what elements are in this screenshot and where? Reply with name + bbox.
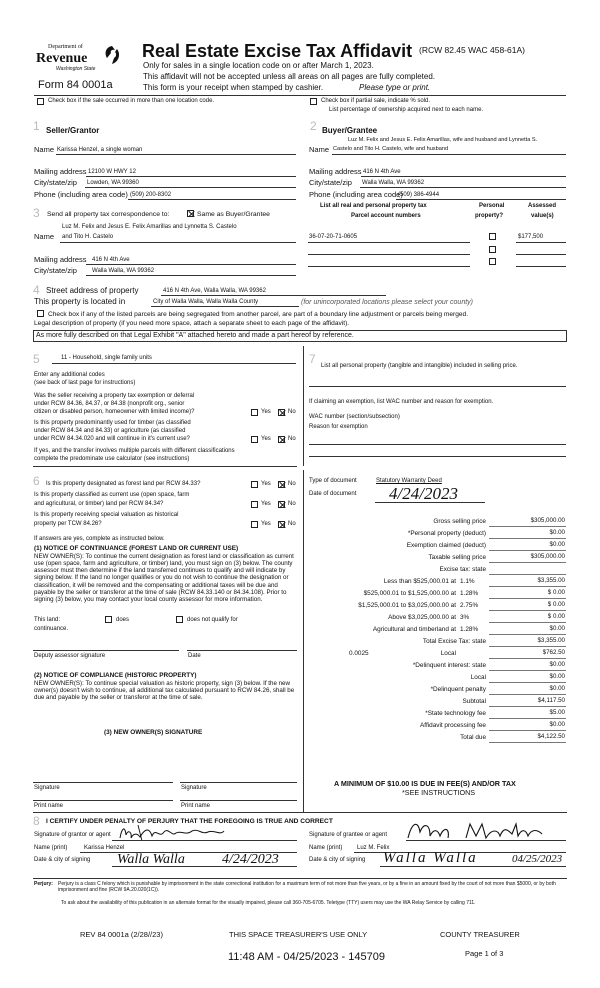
tax-row-value: $762.50 <box>542 649 565 656</box>
perjury-label: Perjury: <box>34 881 53 887</box>
s6-q2-line2: and agricultural, or timber) land per RCW 84.34? <box>34 501 164 507</box>
s5-q2-no-label: No <box>288 436 296 442</box>
tax-corr-mail-label: Mailing address <box>34 255 87 264</box>
s5-q2-line2: under RCW 84.34 and 84.33) or agriculture (as classified <box>34 428 186 434</box>
tax-row-label: Agricultural and timberland at <box>372 626 456 633</box>
section-5-number: 5 <box>33 352 40 366</box>
availability-text: To ask about the availability of this publication in an alternate format for the visually impaired, please call 360-705-6705. Teletype (TTY) users may use the WA Relay Service by calling 711. <box>61 900 476 906</box>
multi-location-checkbox[interactable] <box>37 98 44 105</box>
see-instructions: *SEE INSTRUCTIONS <box>402 788 476 797</box>
agency-sub: Washington State <box>56 66 96 72</box>
tax-row-underline <box>489 598 566 599</box>
tax-row-value: $ 0.00 <box>547 601 565 608</box>
tax-row-underline <box>489 538 566 539</box>
agency-line1: Department of <box>48 44 83 50</box>
revision: REV 84 0001a (2/28//23) <box>80 930 163 939</box>
tax-row-underline <box>489 610 566 611</box>
street-label: Street address of property <box>46 286 139 295</box>
seller-heading: Seller/Grantor <box>46 126 100 135</box>
grantee-sig-label: Signature of grantee or agent <box>309 832 388 838</box>
buyer-name-label: Name <box>309 145 330 154</box>
tax-row-label: Total Excise Tax: state <box>422 638 486 645</box>
grantee-date-city: Walla Walla <box>383 850 478 866</box>
tax-row-value: $3,355.00 <box>537 577 565 584</box>
this-land-label: This land: <box>34 617 61 623</box>
tax-row-value: $4,117.50 <box>537 697 565 704</box>
county-treasurer: COUNTY TREASURER <box>440 930 520 939</box>
s6-if-yes: If answers are yes, complete as instructed below. <box>34 536 165 542</box>
seller-phone: (509) 200-8302 <box>130 192 172 198</box>
tax-row-value: $ 0.00 <box>547 589 565 596</box>
seller-phone-label: Phone (including area code) <box>34 190 128 199</box>
form-statute: (RCW 82.45 WAC 458-61A) <box>419 45 525 55</box>
dor-logo <box>34 43 124 81</box>
tax-row-value: $0.00 <box>549 541 565 548</box>
grantee-name: Luz M. Felix <box>357 845 390 851</box>
tax-row-value: $0.00 <box>549 529 565 536</box>
cashier-stamp: 11:48 AM - 04/25/2023 - 145709 <box>228 951 385 963</box>
tax-row-rate: 1.28% <box>460 590 479 597</box>
agency-name: Revenue <box>36 51 88 66</box>
deputy-sig-label: Deputy assessor signature <box>34 653 106 659</box>
tax-row-label: Above $3,025,000.00 at <box>388 614 456 621</box>
section-1-number: 1 <box>33 119 40 133</box>
s6-q1-yes-label: Yes <box>261 481 271 487</box>
s6-q2-line1: Is this property classified as current use (open space, farm <box>34 492 190 498</box>
header-line3a: This form is your receipt when stamped by cashier. <box>143 83 324 92</box>
does-not-checkbox[interactable] <box>176 616 183 623</box>
s7-wac: WAC number (section/subsection) <box>309 414 400 420</box>
section-4-number: 4 <box>33 283 40 297</box>
parcel-header-3a: Assessed <box>528 203 557 209</box>
does-checkbox[interactable] <box>105 616 112 623</box>
see-back-label: (see back of last page for instructions) <box>34 380 136 386</box>
s5-q1-yes-label: Yes <box>261 409 271 415</box>
tax-row-underline <box>489 694 566 695</box>
tax-row-label: $525,000.01 to $1,525,000.00 at <box>363 590 456 597</box>
treasurer-use: THIS SPACE TREASURER'S USE ONLY <box>229 930 368 939</box>
buyer-phone-label: Phone (including area code) <box>309 190 403 199</box>
tax-row-underline <box>489 586 566 587</box>
notice-1-body: NEW OWNER(S): To continue the current designation as forest land or classification as current use (open space, farm and agriculture, or timber) land, you must sign on (3) below. The county assessor must then determine if the land transferred continues to qualify and will indicate by signing below. If the land no longer qualifies or you do not wish to continue the designation or classification, it will be removed and the compensating or additional taxes will be due and payable by the seller or transferor at the time of sale (RCW 84.33.140 or 84.34.108). Prior to signing (3) below, you may contact your local county assessor for more information. <box>34 553 294 603</box>
tax-row-underline <box>489 526 566 527</box>
seller-name-label: Name <box>34 145 55 154</box>
buyer-city-label: City/state/zip <box>309 178 352 187</box>
buyer-mail-label: Mailing address <box>309 167 362 176</box>
tax-row-label: Taxable selling price <box>428 554 486 561</box>
parcel-header-3b: value(s) <box>531 213 554 219</box>
grantee-date: 04/25/2023 <box>512 853 563 865</box>
tax-corr-name-label: Name <box>34 232 55 241</box>
tax-row-underline <box>489 622 566 623</box>
grantee-name-label: Name (print) <box>309 845 343 851</box>
tax-row-value: $0.00 <box>549 673 565 680</box>
tax-row-rate: 1.28% <box>460 626 479 633</box>
tax-row-label: Local <box>440 650 456 657</box>
tax-row-label: Excise tax: state <box>439 566 486 573</box>
tax-corr-name-line2: and Tito H. Castelo <box>62 234 114 240</box>
tax-row-rate: 1.1% <box>460 578 475 585</box>
tax-row-label: Less than $525,000.01 at <box>383 578 456 585</box>
s7-reason: Reason for exemption <box>309 424 368 430</box>
s6-q2-yes-checkbox[interactable] <box>251 501 258 508</box>
section-6-number: 6 <box>33 474 40 488</box>
tax-row-value: $3,355.00 <box>537 637 565 644</box>
header-line3b: Please type or print. <box>359 83 431 92</box>
tax-row-underline <box>489 742 566 743</box>
s6-q1: Is this property designated as forest land per RCW 84.33? <box>46 481 201 487</box>
s6-q3-yes-checkbox[interactable] <box>251 521 258 528</box>
tax-row-rate: 0.0025 <box>349 650 369 657</box>
notice-2-title: (2) NOTICE OF COMPLIANCE (HISTORIC PROPERTY) <box>34 672 197 679</box>
tax-row-label: $1,525,000.01 to $3,025,000.00 at <box>358 602 456 609</box>
s5-q3-line2: complete the predominate use calculator (see instructions) <box>34 456 190 462</box>
tax-row-underline <box>489 658 566 659</box>
buyer-mail: 416 N 4th Ave <box>363 169 401 175</box>
multi-location-label: Check box if the sale occurred in more than one location code. <box>48 98 215 104</box>
personal-property-checkbox-3[interactable] <box>489 258 496 265</box>
s5-q1-line2: under RCW 84.36, 84.37, or 84.38 (nonprofit org., senior <box>34 401 185 407</box>
buyer-city: Walla Walla, WA 99362 <box>362 180 425 186</box>
located-label: This property is located in <box>34 297 126 306</box>
personal-property-checkbox-2[interactable] <box>489 246 496 253</box>
tax-row-value: $305,000.00 <box>530 553 565 560</box>
buyer-phone: (509) 386-4944 <box>398 192 440 198</box>
section-8-number: 8 <box>33 814 40 828</box>
dor-swoosh-icon <box>102 45 122 67</box>
same-as-buyer-label: Same as Buyer/Grantee <box>197 211 270 218</box>
notice-2-body: NEW OWNER(S): To continue special valuation as historic property, sign (3) below. If the new owner(s) doesn't wish to continue, all additional tax calculated pursuant to RCW 84.26, shall be due and payable by the seller or transferor at the time of sale. <box>34 680 295 702</box>
tax-row-underline <box>489 718 566 719</box>
buyer-name-line1: Luz M. Felix and Jesus E. Felix Amarillas, wife and husband and Lynnetta S. <box>348 137 538 143</box>
does-label: does <box>116 617 130 623</box>
s6-q3-line1: Is this property receiving special valuation as historical <box>34 512 179 518</box>
partial-sale-label-1: Check box if partial sale, indicate % sold. <box>321 98 431 104</box>
tax-row-underline <box>489 706 566 707</box>
perjury-text: Perjury is a class C felony which is punishable by imprisonment in the state correctional institution for a maximum term of not more than five years, or by a fine in an amount fixed by the court of not more than $5000, or by both imprisonment and fine (RCW 9A.20.020(1C)). <box>58 881 556 893</box>
s6-q2-no-checkbox[interactable] <box>278 501 285 508</box>
grantor-name-label: Name (print) <box>34 845 68 851</box>
s5-q3-line1: If yes, and the transfer involves multiple parcels with different classifications <box>34 448 235 454</box>
segregated-label: Check box if any of the listed parcels are being segregated from another parcel, are part of a boundary line adjustment or parcels being merged. <box>48 311 469 318</box>
additional-codes-label: Enter any additional codes <box>34 372 105 378</box>
tax-corr-city-label: City/state/zip <box>34 266 77 275</box>
use-code: 11 - Household, single family units <box>61 355 152 361</box>
new-owner-signature-2: Signature <box>181 785 207 791</box>
doc-type-label: Type of document <box>309 478 357 484</box>
page-number: Page 1 of 3 <box>465 949 504 958</box>
tax-row-label: *Personal property (deduct) <box>407 530 486 537</box>
tax-row-rate: 2.75% <box>460 602 479 609</box>
tax-row-value: $0.00 <box>549 661 565 668</box>
parcel-header-1a: List all real and personal property tax <box>320 203 427 209</box>
tax-corr-mail: 416 N 4th Ave <box>92 257 130 263</box>
grantor-date-city-label: Date & city of signing <box>34 857 91 863</box>
tax-row-label: Exemption claimed (deduct) <box>406 542 486 549</box>
tax-row-rate: 3% <box>460 614 470 621</box>
s6-q1-no-label: No <box>288 481 296 487</box>
tax-row-value: $0.00 <box>549 625 565 632</box>
seller-name: Karissa Henzel, a single woman <box>57 147 143 153</box>
tax-row-label: Total due <box>460 734 486 741</box>
s5-q1-no-checkbox[interactable] <box>278 409 285 416</box>
tax-row-label: *Delinquent interest: state <box>412 662 486 669</box>
tax-row-underline <box>489 550 566 551</box>
grantor-date-city: Walla Walla <box>117 852 185 867</box>
buyer-heading: Buyer/Grantee <box>322 126 378 135</box>
tax-row-value: $305,000.00 <box>530 517 565 524</box>
s5-q1-yes-checkbox[interactable] <box>251 409 258 416</box>
seller-mail: 12100 W HWY 12 <box>88 169 136 175</box>
segregated-checkbox[interactable] <box>37 310 44 317</box>
grantee-date-city-label: Date & city of signing <box>309 857 366 863</box>
s6-q2-yes-label: Yes <box>261 501 271 507</box>
tax-corr-name-line1: Luz M. Felix and Jesus E. Felix Amarillas and Lynnetta S. Castelo <box>62 224 237 230</box>
same-as-buyer-checkbox[interactable] <box>187 210 194 217</box>
header-line2: This affidavit will not be accepted unless all areas on all pages are fully completed. <box>143 72 436 81</box>
s5-q2-no-checkbox[interactable] <box>278 436 285 443</box>
s5-q2-line1: Is this property predominantly used for timber (as classified <box>34 420 191 426</box>
section-2-number: 2 <box>310 119 317 133</box>
tax-row-underline <box>489 634 566 635</box>
s7-claim: If claiming an exemption, list WAC number and reason for exemption. <box>309 399 494 405</box>
tax-row-value: $ 0.00 <box>547 613 565 620</box>
tax-row-label: Gross selling price <box>433 518 486 525</box>
s5-q1-line3: citizen or disabled person, homeowner with limited income)? <box>34 409 195 415</box>
parcel-1-value: $177,500 <box>518 234 544 240</box>
grantor-sig-label: Signature of grantor or agent <box>34 832 111 838</box>
tax-corr-city: Walla Walla, WA 99362 <box>92 268 155 274</box>
doc-date-label: Date of document <box>309 491 357 497</box>
deputy-date-label: Date <box>188 653 201 659</box>
s6-q1-no-checkbox[interactable] <box>278 481 285 488</box>
continuance-label: continuance. <box>34 626 69 632</box>
tax-row-underline <box>489 562 566 563</box>
s6-q3-no-checkbox[interactable] <box>278 521 285 528</box>
certify-text: I CERTIFY UNDER PENALTY OF PERJURY THAT THE FOREGOING IS TRUE AND CORRECT <box>46 818 333 825</box>
parcel-header-1b: Parcel account numbers <box>351 213 421 219</box>
s5-q2-yes-checkbox[interactable] <box>251 436 258 443</box>
form-title: Real Estate Excise Tax Affidavit <box>142 41 413 61</box>
tax-row-label: Subtotal <box>462 698 486 705</box>
tax-row-underline <box>489 730 566 731</box>
section-7-number: 7 <box>309 352 316 366</box>
parcel-header-2a: Personal <box>479 203 505 209</box>
tax-row-label: *Delinquent penalty <box>430 686 486 693</box>
parcel-1: 36-07-20-71-0605 <box>309 234 358 240</box>
personal-property-checkbox-1[interactable] <box>489 233 496 240</box>
s7-label: List all personal property (tangible and intangible) included in selling price. <box>321 363 518 369</box>
grantor-name: Karissa Henzel <box>84 845 125 851</box>
s5-q2-yes-label: Yes <box>261 436 271 442</box>
partial-sale-checkbox[interactable] <box>310 98 317 105</box>
legal-label: Legal description of property (if you need more space, attach a separate sheet to each page of the affidavit). <box>34 320 350 327</box>
street-value: 416 N 4th Ave, Walla Walla, WA 99362 <box>163 288 266 294</box>
tax-corr-label: Send all property tax correspondence to: <box>47 211 170 218</box>
notice-3-title: (3) NEW OWNER(S) SIGNATURE <box>104 729 203 736</box>
minimum-notice: A MINIMUM OF $10.00 IS DUE IN FEE(S) AND/OR TAX <box>334 779 516 788</box>
tax-row-underline <box>489 646 566 647</box>
seller-mail-label: Mailing address <box>34 167 87 176</box>
tax-row-label: Affidavit processing fee <box>420 722 486 729</box>
grantor-date: 4/24/2023 <box>222 852 279 867</box>
tax-row-value: $4,122.50 <box>537 733 565 740</box>
seller-city-label: City/state/zip <box>34 178 77 187</box>
seller-city: Lowden, WA 99360 <box>87 180 139 186</box>
located-hint: (for unincorporated locations please select your county) <box>301 299 473 306</box>
new-owner-print-2: Print name <box>181 803 211 809</box>
s5-q2-line3: under RCW 84.34.020 and will continue in it's current use? <box>34 436 190 442</box>
s6-q3-yes-label: Yes <box>261 521 271 527</box>
doc-type: Statutory Warranty Deed <box>376 478 442 484</box>
tax-row-value: $5.00 <box>549 709 565 716</box>
tax-row-value: $0.00 <box>549 721 565 728</box>
doc-date: 4/24/2023 <box>389 484 458 503</box>
s5-q1-line1: Was the seller receiving a property tax exemption or deferral <box>34 393 195 399</box>
tax-row-value: $0.00 <box>549 685 565 692</box>
s6-q2-no-label: No <box>288 501 296 507</box>
form-number: Form 84 0001a <box>38 79 113 91</box>
new-owner-print-1: Print name <box>34 803 64 809</box>
parcel-header-2b: property? <box>475 213 504 219</box>
s6-q1-yes-checkbox[interactable] <box>251 481 258 488</box>
located-value: City of Walla Walla, Walla Walla County <box>153 299 259 305</box>
section-3-number: 3 <box>33 206 40 220</box>
tax-row-underline <box>489 574 566 575</box>
header-line1: Only for sales in a single location code on or after March 1, 2023. <box>143 61 374 70</box>
tax-table <box>309 518 566 746</box>
tax-row-underline <box>489 670 566 671</box>
s5-q1-no-label: No <box>288 409 296 415</box>
s6-q3-no-label: No <box>288 521 296 527</box>
partial-sale-label-2: List percentage of ownership acquired next to each name. <box>329 107 484 113</box>
s6-q3-line2: property per TCW 84.26? <box>34 521 102 527</box>
buyer-name-line2: Castelo and Tito H. Castelo, wife and husband <box>333 146 449 152</box>
does-not-label: does not qualify for <box>187 617 238 623</box>
tax-row-underline <box>489 682 566 683</box>
tax-row-label: *State technology fee <box>425 710 486 717</box>
tax-row-label: Local <box>470 674 486 681</box>
notice-1-title: (1) NOTICE OF CONTINUANCE (FOREST LAND OR CURRENT USE) <box>34 545 239 552</box>
new-owner-signature-1: Signature <box>34 785 60 791</box>
legal-description: As more fully described on that Legal Exhibit "A" attached hereto and made a part hereof by reference. <box>36 332 354 339</box>
